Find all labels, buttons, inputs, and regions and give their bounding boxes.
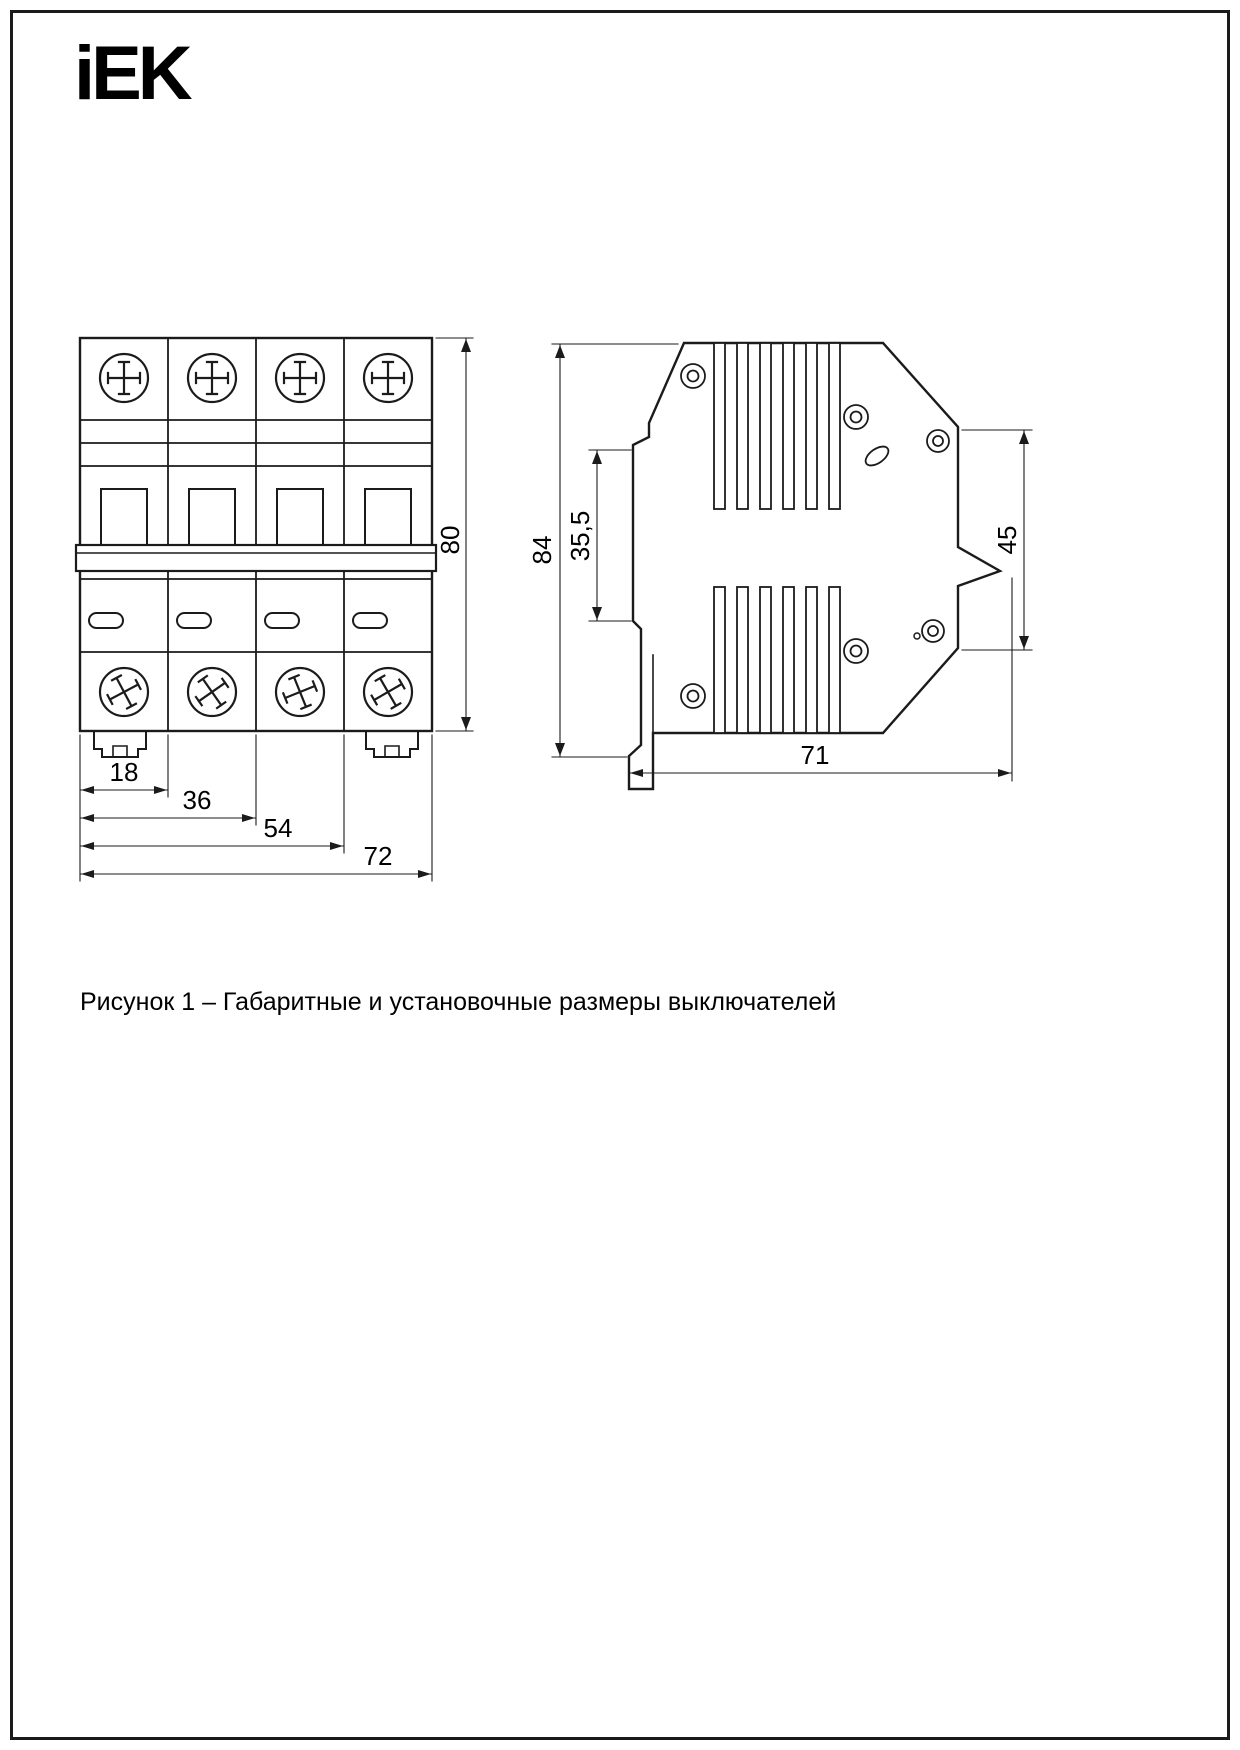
dim-label-rail-35-5: 35,5 — [565, 510, 595, 562]
side-view — [527, 343, 1032, 789]
dim-label-depth-71: 71 — [800, 740, 830, 770]
iek-logo: iEK — [74, 31, 189, 116]
dim-label-height-84: 84 — [527, 535, 557, 565]
front-view — [76, 338, 473, 881]
dim-label-width-36: 36 — [182, 785, 212, 815]
dim-label-depth-45: 45 — [992, 525, 1022, 555]
dim-label-width-54: 54 — [263, 813, 293, 843]
handle-tie-bar — [76, 545, 436, 571]
figure-caption: Рисунок 1 – Габаритные и установочные размеры выключателей — [80, 988, 837, 1016]
dim-label-width-72: 72 — [363, 841, 393, 871]
dim-label-height-80: 80 — [435, 525, 465, 555]
dim-label-width-18: 18 — [109, 757, 139, 787]
